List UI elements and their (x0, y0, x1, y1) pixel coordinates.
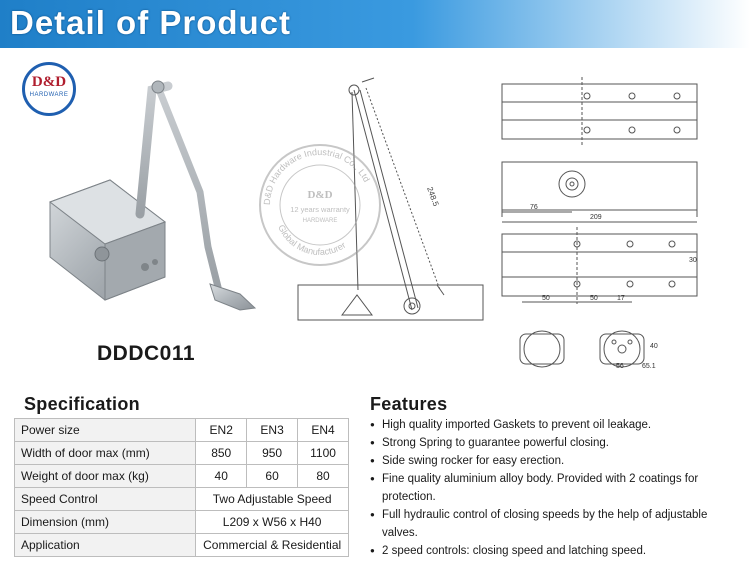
spec-label: Application (15, 534, 196, 557)
product-photo (40, 72, 270, 332)
spec-value: 80 (298, 465, 349, 488)
spec-label: Dimension (mm) (15, 511, 196, 534)
spec-value: Two Adjustable Speed (196, 488, 349, 511)
spec-value: EN2 (196, 419, 247, 442)
table-row (15, 442, 349, 465)
table-row (15, 419, 349, 442)
table-row (15, 488, 349, 511)
dim-50a-label: 50 (542, 295, 550, 302)
spec-label: Weight of door max (kg) (15, 465, 196, 488)
specification-heading: Specification (24, 394, 140, 414)
title-banner (0, 0, 750, 48)
spec-label: Width of door max (mm) (15, 442, 196, 465)
specification-table (14, 418, 349, 557)
dim-50b-label: 50 (590, 295, 598, 302)
dim-56-label: 56 (616, 363, 624, 370)
stamp-ring-text: D&D Hardware Industrial Co., Ltd (261, 146, 372, 206)
logo-sub: HARDWARE (29, 92, 69, 98)
dim-76-label: 76 (530, 204, 538, 211)
features-list (370, 416, 740, 560)
list-item: ● Side swing rocker for easy erection. (370, 452, 740, 470)
svg-text:Global Manufacturer (276, 223, 347, 257)
list-item: ● Fine quality aluminium alloy body. Provided with 2 coatings for protection. (370, 470, 740, 506)
warranty-stamp (255, 140, 385, 270)
list-item: ● Full hydraulic control of closing speeds by the help of adjustable valves. (370, 506, 740, 542)
list-item: ● 2 speed controls: closing speed and latching speed. (370, 542, 740, 560)
list-item: ● High quality imported Gaskets to prevent oil leakage. (370, 416, 740, 434)
spec-value: 40 (196, 465, 247, 488)
spec-value: Commercial & Residential (196, 534, 349, 557)
table-row (15, 465, 349, 488)
dim-651-label: 65.1 (642, 363, 656, 370)
features-heading: Features (370, 394, 448, 414)
spec-value: 850 (196, 442, 247, 465)
product-code: DDDC011 (97, 342, 196, 365)
stamp-bottom-text: Global Manufacturer (276, 223, 348, 258)
logo-mark: D&D (31, 74, 67, 90)
list-item: ● Strong Spring to guarantee powerful closing. (370, 434, 740, 452)
dim-40-label: 40 (650, 343, 658, 350)
table-row (15, 511, 349, 534)
spec-value: EN4 (298, 419, 349, 442)
dim-209-label: 209 (590, 214, 602, 221)
page-title: Detail of Product (10, 4, 292, 41)
stamp-brand: D&D (307, 189, 333, 201)
dim-30-label: 30 (689, 257, 697, 264)
spec-value: EN3 (247, 419, 298, 442)
arm-length-label: 248.5 (425, 185, 441, 208)
table-row (15, 534, 349, 557)
spec-value: 1100 (298, 442, 349, 465)
stamp-sub: HARDWARE (302, 218, 338, 224)
spec-label: Speed Control (15, 488, 196, 511)
dimension-drawing (492, 72, 707, 372)
spec-value: 950 (247, 442, 298, 465)
spec-label: Power size (15, 419, 196, 442)
spec-value: 60 (247, 465, 298, 488)
spec-value: L209 x W56 x H40 (196, 511, 349, 534)
dim-17-label: 17 (617, 295, 625, 302)
stamp-center-text: 12 years warranty (290, 205, 350, 214)
